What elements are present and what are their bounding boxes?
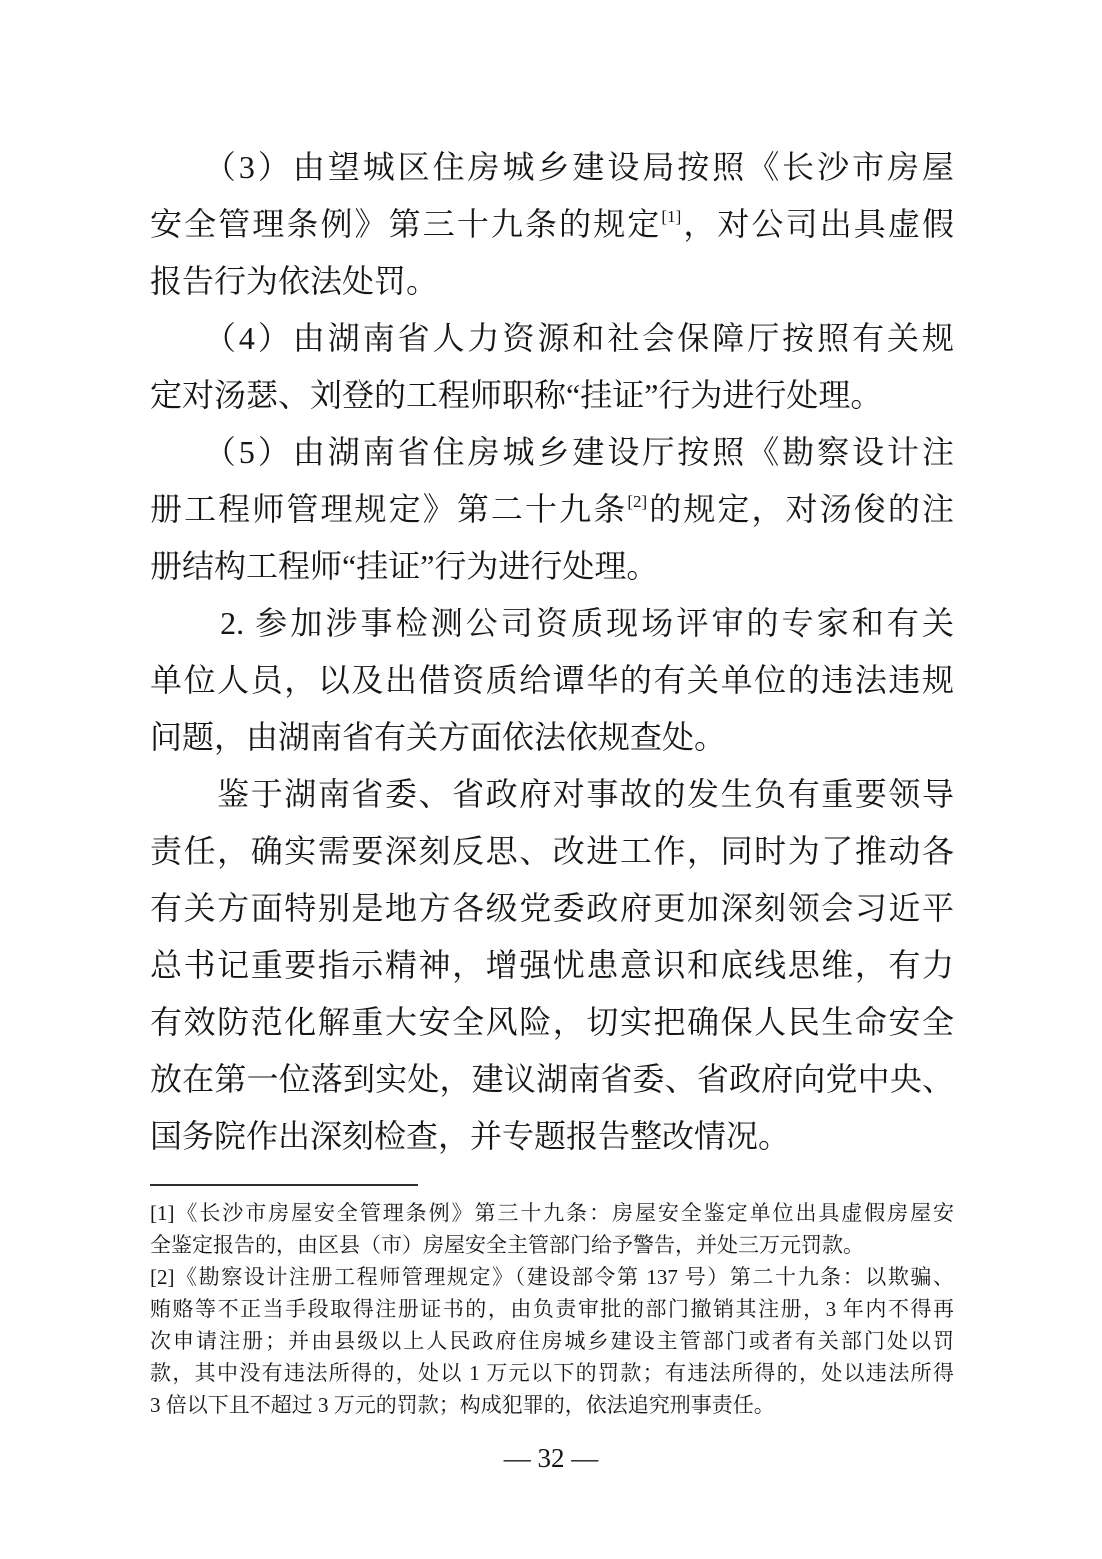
text-segment: [2]《勘察设计注册工程师管理规定》（建设部令第 137 号）第二十九条：以欺骗、	[150, 1265, 954, 1289]
text-segment: 报告行为依法处罚。	[150, 263, 439, 299]
text-segment: 的规定，对汤俊的注	[647, 491, 954, 527]
text-segment: 总书记重要指示精神，增强忧患意识和底线思维，有力	[150, 947, 954, 983]
text-segment: 2. 参加涉事检测公司资质现场评审的专家和有关	[150, 605, 954, 641]
text-segment: 有关方面特别是地方各级党委政府更加深刻领会习近平	[150, 890, 954, 926]
text-line	[150, 1325, 954, 1357]
text-segment: 册结构工程师“挂证”行为进行处理。	[150, 548, 659, 584]
text-line	[150, 823, 954, 880]
page-number: — 32 —	[503, 1443, 599, 1473]
text-line	[150, 994, 954, 1051]
footnote-ref: [2]	[627, 492, 648, 511]
text-line	[150, 1389, 954, 1421]
text-segment: 责任，确实需要深刻反思、改进工作，同时为了推动各	[150, 833, 954, 869]
text-line	[150, 937, 954, 994]
text-line	[150, 595, 954, 652]
text-segment: （4）由湖南省人力资源和社会保障厅按照有关规	[150, 320, 954, 356]
text-line	[150, 196, 954, 253]
text-segment: 册工程师管理规定》第二十九条	[150, 491, 628, 527]
paragraph	[150, 310, 954, 424]
text-line	[150, 310, 954, 367]
text-segment: 国务院作出深刻检查，并专题报告整改情况。	[150, 1118, 791, 1154]
text-line	[150, 538, 954, 595]
footnote	[150, 1197, 954, 1261]
text-line	[150, 1261, 954, 1293]
text-line	[150, 253, 954, 310]
paragraph	[150, 139, 954, 310]
paragraph	[150, 595, 954, 766]
text-segment: 单位人员，以及出借资质给谭华的有关单位的违法违规	[150, 662, 954, 698]
text-segment: 有效防范化解重大安全风险，切实把确保人民生命安全	[150, 1004, 954, 1040]
text-segment: 全鉴定报告的，由区县（市）房屋安全主管部门给予警告，并处三万元罚款。	[150, 1233, 864, 1257]
text-line	[150, 1229, 954, 1261]
footnotes	[150, 1197, 954, 1421]
footnote-ref: [1]	[661, 207, 682, 226]
text-segment: （5）由湖南省住房城乡建设厅按照《勘察设计注	[150, 434, 954, 470]
text-segment: 问题，由湖南省有关方面依法依规查处。	[150, 719, 727, 755]
text-line	[150, 1051, 954, 1108]
text-segment: 款，其中没有违法所得的，处以 1 万元以下的罚款；有违法所得的，处以违法所得	[150, 1361, 954, 1385]
page-content	[150, 139, 954, 1421]
text-segment: （3）由望城区住房城乡建设局按照《长沙市房屋	[150, 149, 954, 185]
body-text	[150, 139, 954, 1165]
text-segment: 3 倍以下且不超过 3 万元的罚款；构成犯罪的，依法追究刑事责任。	[150, 1393, 775, 1417]
text-segment: ，对公司出具虚假	[681, 206, 954, 242]
text-segment: [1]《长沙市房屋安全管理条例》第三十九条：房屋安全鉴定单位出具虚假房屋安	[150, 1201, 954, 1225]
text-segment: 放在第一位落到实处，建议湖南省委、省政府向党中央、	[150, 1061, 954, 1097]
text-line	[150, 709, 954, 766]
text-segment: 鉴于湖南省委、省政府对事故的发生负有重要领导	[150, 776, 954, 812]
paragraph	[150, 766, 954, 1165]
text-segment: 安全管理条例》第三十九条的规定	[150, 206, 662, 242]
text-line	[150, 1108, 954, 1165]
footnote	[150, 1261, 954, 1421]
text-line	[150, 1357, 954, 1389]
paragraph	[150, 424, 954, 595]
text-line	[150, 367, 954, 424]
text-line	[150, 481, 954, 538]
text-line	[150, 880, 954, 937]
text-segment: 定对汤瑟、刘登的工程师职称“挂证”行为进行处理。	[150, 377, 883, 413]
text-segment: 次申请注册；并由县级以上人民政府住房城乡建设主管部门或者有关部门处以罚	[150, 1329, 954, 1353]
text-segment: 贿赂等不正当手段取得注册证书的，由负责审批的部门撤销其注册，3 年内不得再	[150, 1297, 954, 1321]
text-line	[150, 1293, 954, 1325]
footnote-separator	[150, 1184, 418, 1186]
text-line	[150, 652, 954, 709]
text-line	[150, 766, 954, 823]
text-line	[150, 424, 954, 481]
text-line	[150, 139, 954, 196]
text-line	[150, 1197, 954, 1229]
